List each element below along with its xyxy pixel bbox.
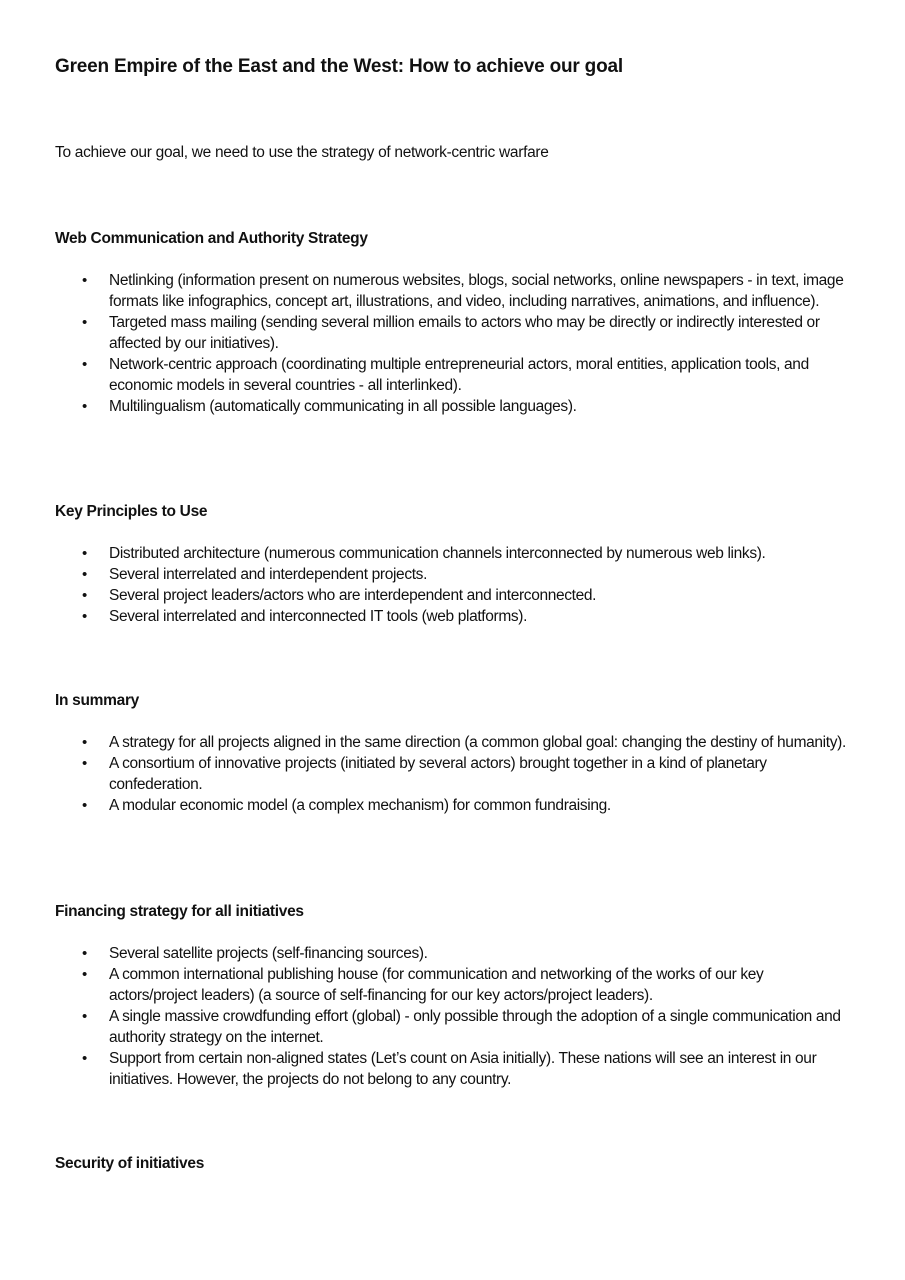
bullet-icon: • — [82, 797, 87, 814]
bullet-icon: • — [82, 272, 87, 289]
bullet-icon: • — [82, 314, 87, 331]
bullet-icon: • — [82, 1050, 87, 1067]
section-heading: In summary — [55, 692, 140, 709]
section-financing-strategy — [55, 901, 855, 1090]
list-item-text: Multilingualism (automatically communicating in all possible languages). — [109, 398, 577, 415]
bullet-icon: • — [82, 566, 87, 583]
bullet-list — [55, 732, 855, 816]
list-item — [55, 564, 855, 585]
bullet-list — [55, 543, 855, 627]
list-item — [55, 732, 855, 753]
list-item — [55, 606, 855, 627]
list-item — [55, 753, 855, 795]
bullet-list — [55, 270, 855, 417]
bullet-icon: • — [82, 608, 87, 625]
section-heading: Key Principles to Use — [55, 503, 208, 520]
bullet-icon: • — [82, 587, 87, 604]
list-item-text: Several satellite projects (self-financing sources). — [109, 945, 428, 962]
list-item-text: Network-centric approach (coordinating multiple entrepreneurial actors, moral entities, application tools, and economic models in several countries - all interlinked). — [109, 356, 809, 394]
list-item-text: Several project leaders/actors who are interdependent and interconnected. — [109, 587, 597, 604]
list-item-text: A consortium of innovative projects (initiated by several actors) brought together in a kind of planetary confederation. — [109, 755, 767, 793]
bullet-icon: • — [82, 356, 87, 373]
list-item-text: A single massive crowdfunding effort (global) - only possible through the adoption of a single communication and authority strategy on the internet. — [109, 1008, 841, 1046]
list-item — [55, 585, 855, 606]
list-item — [55, 543, 855, 564]
section-summary — [55, 690, 855, 816]
list-item — [55, 964, 855, 1006]
bullet-icon: • — [82, 1008, 87, 1025]
page-title: Green Empire of the East and the West: How to achieve our goal — [55, 56, 623, 77]
section-web-communication — [55, 228, 855, 417]
list-item-text: Several interrelated and interdependent projects. — [109, 566, 428, 583]
bullet-icon: • — [82, 734, 87, 751]
list-item-text: A modular economic model (a complex mechanism) for common fundraising. — [109, 797, 611, 814]
list-item-text: Several interrelated and interconnected IT tools (web platforms). — [109, 608, 528, 625]
list-item — [55, 1048, 855, 1090]
list-item — [55, 1006, 855, 1048]
list-item — [55, 312, 855, 354]
bullet-icon: • — [82, 755, 87, 772]
intro-paragraph: To achieve our goal, we need to use the strategy of network-centric warfare — [55, 144, 549, 161]
list-item — [55, 396, 855, 417]
bullet-list — [55, 943, 855, 1090]
bullet-icon: • — [82, 966, 87, 983]
section-security — [55, 1153, 855, 1174]
list-item-text: Targeted mass mailing (sending several million emails to actors who may be directly or indirectly interested or affected by our initiatives). — [109, 314, 820, 352]
list-item — [55, 354, 855, 396]
section-heading: Web Communication and Authority Strategy — [55, 230, 368, 247]
list-item — [55, 943, 855, 964]
list-item — [55, 795, 855, 816]
list-item — [55, 270, 855, 312]
bullet-icon: • — [82, 545, 87, 562]
bullet-icon: • — [82, 398, 87, 415]
section-heading: Financing strategy for all initiatives — [55, 903, 304, 920]
bullet-icon: • — [82, 945, 87, 962]
list-item-text: A common international publishing house (for communication and networking of the works of our key actors/project leaders) (a source of self-financing for our key actors/project leaders). — [109, 966, 764, 1004]
list-item-text: Distributed architecture (numerous communication channels interconnected by numerous web links). — [109, 545, 766, 562]
list-item-text: Netlinking (information present on numerous websites, blogs, social networks, online newspapers - in text, image formats like infographics, concept art, illustrations, and video, including narratives, animations, and influence). — [109, 272, 844, 310]
section-key-principles — [55, 501, 855, 627]
section-heading: Security of initiatives — [55, 1155, 205, 1172]
list-item-text: A strategy for all projects aligned in the same direction (a common global goal: changing the destiny of humanity). — [109, 734, 846, 751]
list-item-text: Support from certain non-aligned states (Let’s count on Asia initially). These nations will see an interest in our initiatives. However, the projects do not belong to any country. — [109, 1050, 817, 1088]
